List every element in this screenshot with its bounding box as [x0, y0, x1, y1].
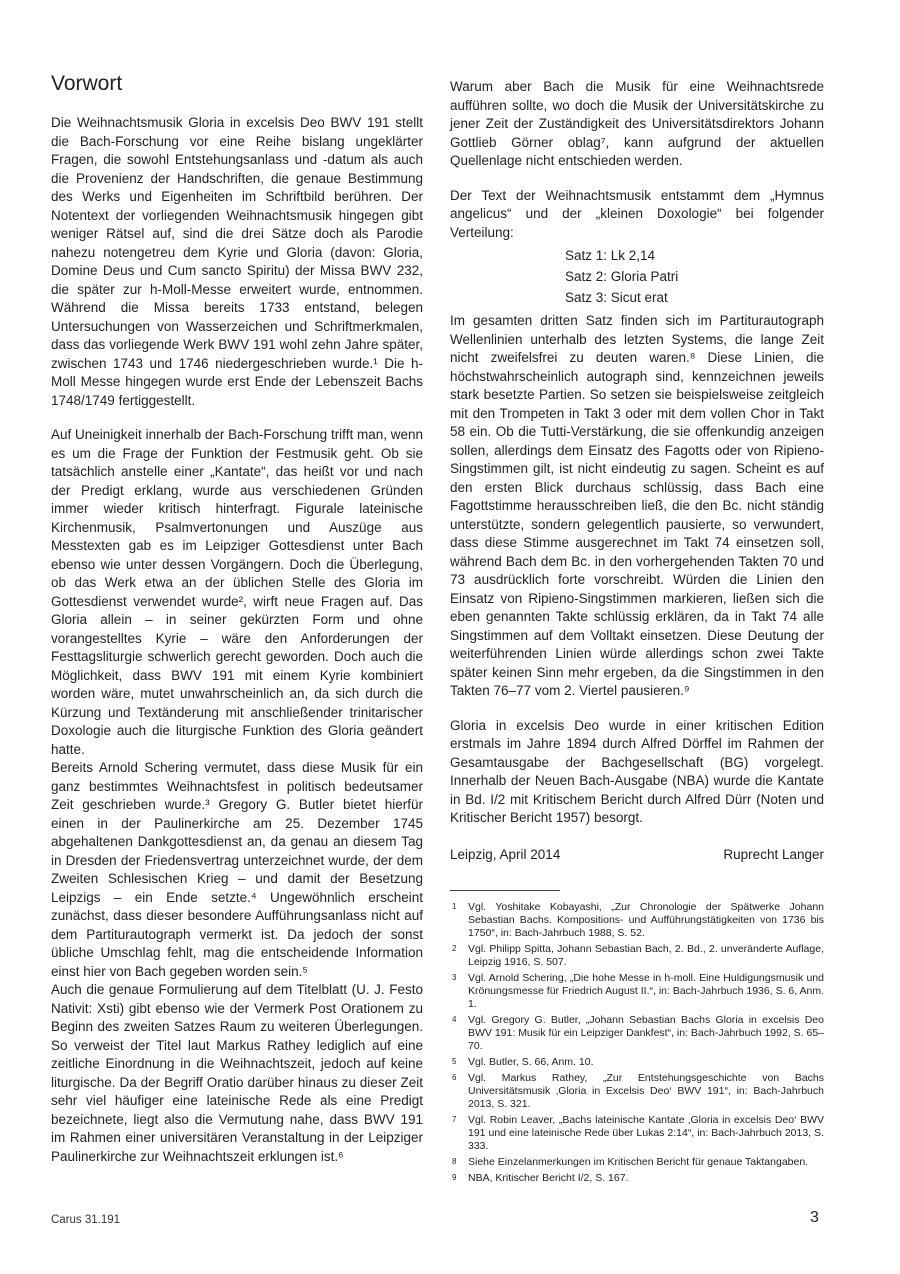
footnote: 9 NBA, Kritischer Bericht I/2, S. 167.	[452, 1172, 629, 1184]
paragraph-title-page: Auch die genaue Formulierung auf dem Titelblatt (U. J. Festo Nativit: Xsti) gibt ebenso wie der Vermerk Post Orationem zu Beginn des zweiten Satzes Raum zu weiteren Überlegungen. So verweist der Titel laut Markus Rathey lediglich auf eine zeitliche Einordnung in die Weihnachtszeit, jedoch auf keine liturgische. Da der Begriff Oratio darüber hinaus zu dieser Zeit sehr viel häufiger eine lateinische Rede als eine Predigt bezeichnete, liegt also die Vermutung nahe, dass BWV 191 im Rahmen einer universitären Veranstaltung in der Leipziger Paulinerkirche zur Weihnachtszeit erklungen ist.⁶	[51, 982, 423, 1164]
satz-item: Satz 3: Sicut erat	[565, 290, 668, 305]
paragraph-edition: Gloria in excelsis Deo wurde in einer kritischen Edition erstmals im Jahre 1894 durch Alfred Dörffel im Rahmen der Gesamtausgabe der Bachgesellschaft (BG) vorgelegt. Innerhalb der Neuen Bach-Ausgabe (NBA) wurde die Kantate in Bd. I/2 mit Kritischem Bericht durch Alfred Dürr (Noten und Kritischer Bericht 1957) besorgt.	[450, 717, 824, 825]
satz-list	[565, 245, 824, 308]
paragraph-text-source: Der Text der Weihnachtsmusik entstammt dem „Hymnus angelicus“ und der „kleinen Doxologie“ bei folgender Verteilung:	[450, 187, 824, 240]
footnote: 7 Vgl. Robin Leaver, „Bachs lateinische Kantate ‚Gloria in excelsis Deo‘ BWV 191 und eine lateinische Rede über Lukas 2:14“, in: Bach-Jahrbuch 2013, S. 333.	[452, 1114, 824, 1152]
page-number: 3	[810, 1209, 819, 1226]
satz-item: Satz 2: Gloria Patri	[565, 269, 679, 284]
place-date: Leipzig, April 2014	[450, 846, 561, 862]
footnote: 2 Vgl. Philipp Spitta, Johann Sebastian Bach, 2. Bd., 2. unveränderte Auflage, Leipzig 1916, S. 507.	[452, 943, 824, 968]
signature-line	[450, 846, 824, 865]
left-column	[51, 72, 423, 1166]
paragraph-intro: Die Weihnachtsmusik Gloria in excelsis Deo BWV 191 stellt die Bach-Forschung vor eine Reihe bislang ungeklärter Fragen, die sowohl Entstehungsanlass und -datum als auch die Provenienz der Handschriften, die genaue Bestimmung des Werks und Eigenheiten im Schriftbild berühren. Der Notentext der vorliegenden Weihnachtsmusik hingegen gibt weniger Rätsel auf, sind die drei Sätze doch als Parodie nahezu notengetreu dem Kyrie und Gloria (davon: Gloria, Domine Deus und Cum sancto Spiritu) der Missa BWV 232, die später zur h-Moll-Messe erweitert wurde, entnommen. Während die Missa bereits 1733 entstand, belegen Untersuchungen von Wasserzeichen und Schriftmerkmalen, dass das vorliegende Werk BWV 191 wohl zehn Jahre später, zwischen 1743 und 1746 niedergeschrieben wurde.¹ Die h-Moll Messe hingegen wurde erst Ende der Lebenszeit Bachs 1748/1749 fertiggestellt.	[51, 115, 423, 408]
footnote: 4 Vgl. Gregory G. Butler, „Johann Sebastian Bachs Gloria in excelsis Deo BWV 191: Musik für ein Leipziger Dankfest“, in: Bach-Jahrbuch 1992, S. 65–70.	[452, 1014, 825, 1052]
footnote: 3 Vgl. Arnold Schering, „Die hohe Messe in h-moll. Eine Huldigungsmusik und Krönungsmesse für Friedrich August II.“, in: Bach-Jahrbuch 1936, S. 6, Anm. 1.	[452, 972, 825, 1010]
footnote: 1 Vgl. Yoshitake Kobayashi, „Zur Chronologie der Spätwerke Johann Sebastian Bachs. Kompositions- und Aufführungstätigkeiten von 1736 bis 1750“, in: Bach-Jahrbuch 1988, S. 52.	[452, 901, 824, 939]
right-column	[450, 78, 824, 1188]
page-title: Vorwort	[51, 72, 123, 95]
paragraph-wellenlinien: Im gesamten dritten Satz finden sich im Partiturautograph Wellenlinien unterhalb des letzten Systems, die lange Zeit nicht zweifelsfrei zu deuten waren.⁸ Diese Linien, die höchstwahrscheinlich autograph sind, kennzeichnen jeweils stark besetzte Partien. So setzen sie beispielsweise zeitgleich mit den Trompeten in Takt 3 oder mit dem vollen Chor in Takt 58 ein. Ob die Tutti-Verstärkung, die sie offenkundig anzeigen sollen, allerdings dem Einsatz des Fagotts oder von Ripieno-Singstimmen gilt, ist nicht eindeutig zu sagen. Scheint es auf den ersten Blick durchaus schlüssig, dass Bach eine Fagottstimme herausschreiben ließ, die den Bc. nicht ständig unterstützte, sondern gelegentlich pausierte, so verwundert, dass diese Stimme ausgerechnet im Takt 74 einsetzen soll, während Bach dem Bc. in den vorhergehenden Takten 70 und 73 ausdrücklich forte vorschreibt. Würden die Linien den Einsatz von Ripieno-Singstimmen markieren, ließen sich die eben genannten Takte schlüssig erklären, da in Takt 74 alle Singstimmen auf dem Volltakt einsetzen. Diese Deutung der weiterführenden Linien würde allerdings schon zwei Takte später keinen Sinn mehr ergeben, da die Singstimmen in den Takten 76–77 vom 2. Viertel pausieren.⁹	[450, 313, 824, 698]
paragraph-weihnachtsrede: Warum aber Bach die Musik für eine Weihnachtsrede aufführen sollte, wo doch die Musik der Universitätskirche zu jener Zeit der Zuständigkeit des Universitätsdirektors Johann Gottlieb Görner oblag⁷, kann aufgrund der aktuellen Quellenlage nicht entschieden werden.	[450, 79, 824, 168]
catalog-number: Carus 31.191	[51, 1214, 121, 1226]
footnote: 6 Vgl. Markus Rathey, „Zur Entstehungsgeschichte von Bachs Universitätsmusik ‚Gloria in Excelsis Deo‘ BWV 191“, in: Bach-Jahrbuch 2013, S. 321.	[452, 1072, 824, 1110]
author-name: Ruprecht Langer	[723, 846, 824, 862]
footnote: 8 Siehe Einzelanmerkungen im Kritischen Bericht für genaue Taktangaben.	[452, 1156, 809, 1168]
footnote: 5 Vgl. Butler, S. 66, Anm. 10.	[452, 1056, 594, 1068]
paragraph-schering: Bereits Arnold Schering vermutet, dass diese Musik für ein ganz bestimmtes Weihnachtsfest in politisch bedeutsamer Zeit geschrieben wurde.³ Gregory G. Butler bietet hierfür einen in der Paulinerkirche am 25. Dezember 1745 abgehaltenen Dankgottesdienst an, da genau an diesem Tag in Dresden der Friedensvertrag unterzeichnet wurde, der dem Zweiten Schlesischen Krieg – und damit der Besetzung Leipzigs – ein Ende setzte.⁴ Ungewöhnlich erscheint zunächst, dass dieser besondere Aufführungsanlass nicht auf dem Partiturautograph vermerkt ist. Da jedoch der sonst übliche Umschlag fehlt, mag die entscheidende Information einst hier von Bach gegeben worden sein.⁵	[51, 760, 423, 979]
footnote-divider	[450, 890, 560, 891]
paragraph-function: Auf Uneinigkeit innerhalb der Bach-Forschung trifft man, wenn es um die Frage der Funktion der Festmusik geht. Ob sie tatsächlich anstelle einer „Kantate“, das heißt vor und nach der Predigt erklang, wurde aus verschiedenen Gründen immer wieder kritisch hinterfragt. Figurale lateinische Kirchenmusik, Psalmvertonungen und Auszüge aus Messtexten gab es im Leipziger Gottesdienst unter Bach ebenso wie unter dessen Vorgängern. Doch die Überlegung, ob das Werk etwa an der üblichen Stelle des Gloria im Gottesdienst verwendet wurde², wirft neue Fragen auf. Das Gloria allein – in seiner gekürzten Form und ohne vorangestelltes Kyrie – wäre den Anforderungen der Festtagsliturgie schwerlich gerecht geworden. Doch auch die Möglichkeit, dass BWV 191 mit einem Kyrie kombiniert worden wäre, mutet unwahrscheinlich an, da sich durch die Kürzung und Textänderung mit anschließender trinitarischer Doxologie auch die liturgische Funktion des Gloria geändert hatte.	[51, 427, 423, 757]
footnotes	[450, 901, 824, 1185]
satz-item: Satz 1: Lk 2,14	[565, 248, 656, 263]
